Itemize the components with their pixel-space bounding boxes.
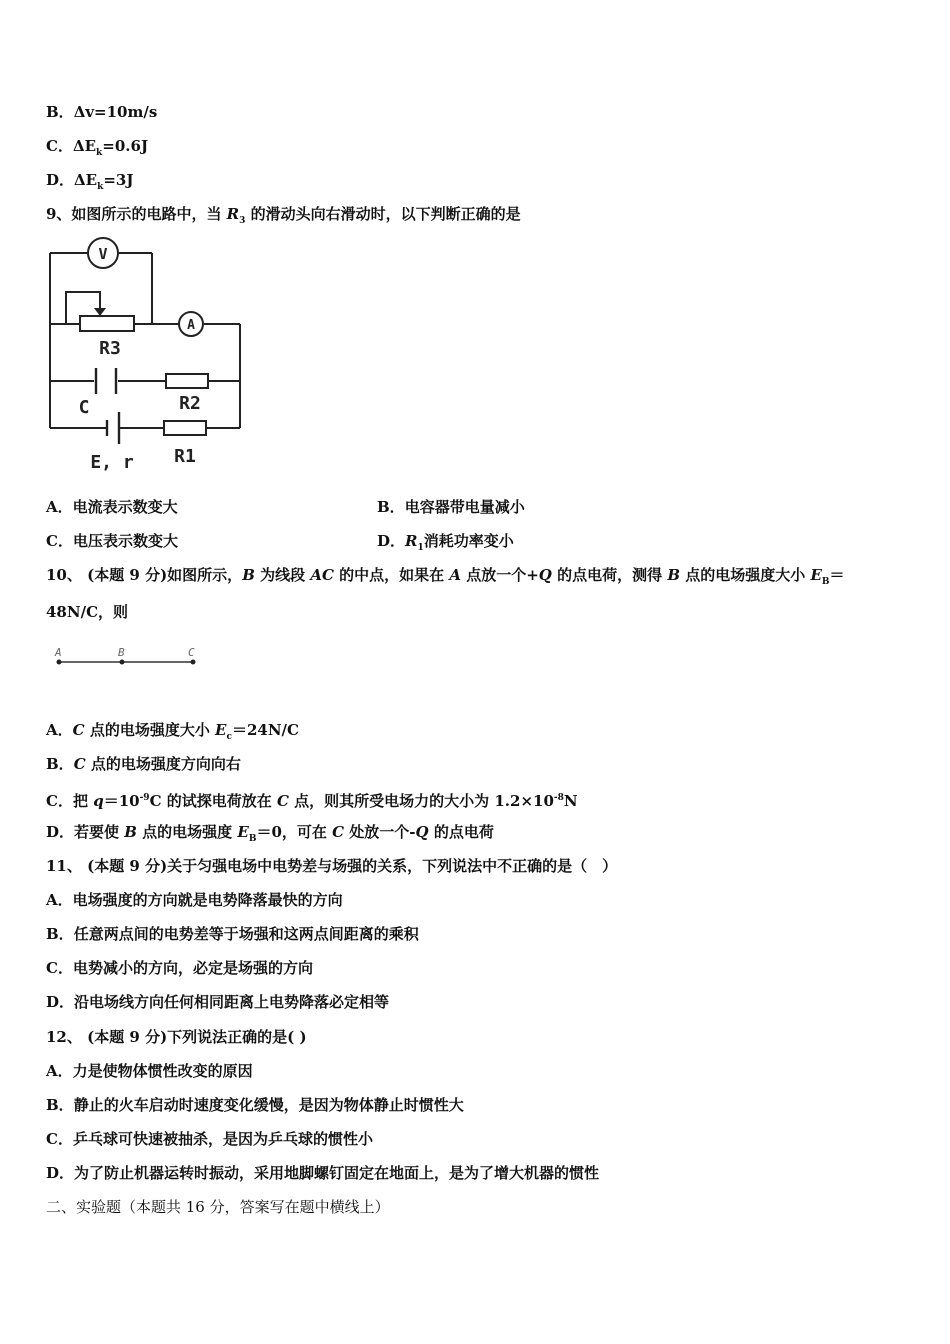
q11-stem: 11、 (本题 9 分)关于匀强电场中电势差与场强的关系，下列说法中不正确的是（ ） [46,857,618,875]
source-label: E, r [90,452,134,473]
q11-option-b: B．任意两点间的电势差等于场强和这两点间距离的乘积 [46,925,419,943]
point-c-label: C [188,646,195,659]
segment-abc-diagram [50,643,210,671]
q12-option-d: D．为了防止机器运转时振动，采用地脚螺钉固定在地面上，是为了增大机器的惯性 [46,1164,600,1182]
r1-label: R1 [174,446,196,467]
r2-label: R2 [179,393,201,414]
q12-option-a: A．力是使物体惯性改变的原因 [46,1062,253,1080]
point-b [120,660,125,665]
point-a [57,660,62,665]
slider-arrow-icon [94,308,106,316]
capacitor-label: C [78,397,90,418]
section-2-title: 二、实验题（本题共 16 分，答案写在题中横线上） [46,1198,390,1216]
q10-option-a: A．C 点的电场强度大小 $E_c=24N/C$ [46,721,299,742]
q10-option-d: D．若要使 B 点的电场强度 $E_B=0$，可在 C 处放一个-Q 的点电荷 [46,823,494,844]
q9-option-a: A．电流表示数变大 [46,498,178,516]
q8-option-b: B．Δv=10m/s [46,103,158,121]
q8-option-d: D．$\Delta E_k=3J$ [46,171,134,192]
resistor-r2 [166,374,208,388]
voltmeter-label: V [98,245,108,263]
q8-option-c: C．$\Delta E_k=0.6J$ [46,137,149,158]
q10-stem-line2: 48N/C，则 [46,603,129,621]
q11-option-c: C．电势减小的方向，必定是场强的方向 [46,959,313,977]
q12-option-b: B．静止的火车启动时速度变化缓慢，是因为物体静止时惯性大 [46,1096,464,1114]
q10-stem-line1: 10、 (本题 9 分)如图所示，B 为线段 AC 的中点，如果在 A 点放一个+Q 的点电荷，测得 B 点的电场强度大小 $E_B=$ [46,566,845,587]
q12-stem: 12、 (本题 9 分)下列说法正确的是( ) [46,1028,307,1046]
circuit-diagram [40,236,250,476]
ammeter-label: A [187,318,195,333]
point-a-label: A [55,646,62,659]
q9-stem: 9、如图所示的电路中，当 $R_3$ 的滑动头向右滑动时，以下判断正确的是 [46,205,521,226]
point-b-label: B [118,646,125,659]
q9-option-c: C．电压表示数变大 [46,532,178,550]
point-c [191,660,196,665]
q12-option-c: C．乒乓球可快速被抽杀，是因为乒乓球的惯性小 [46,1130,373,1148]
q9-option-d: D．$R_1$消耗功率变小 [377,532,514,553]
resistor-r3 [80,316,134,331]
q11-option-d: D．沿电场线方向任何相同距离上电势降落必定相等 [46,993,390,1011]
r3-label: R3 [99,338,121,359]
q11-option-a: A．电场强度的方向就是电势降落最快的方向 [46,891,343,909]
resistor-r1 [164,421,206,435]
q10-option-c: C．把 $q=10^{-9}C$ 的试探电荷放在 C 点，则其所受电场力的大小为 $1.2\times 10^{-8}N$ [46,792,578,810]
q9-option-b: B．电容器带电量减小 [377,498,525,516]
q10-option-b: B．C 点的电场强度方向向右 [46,755,241,773]
